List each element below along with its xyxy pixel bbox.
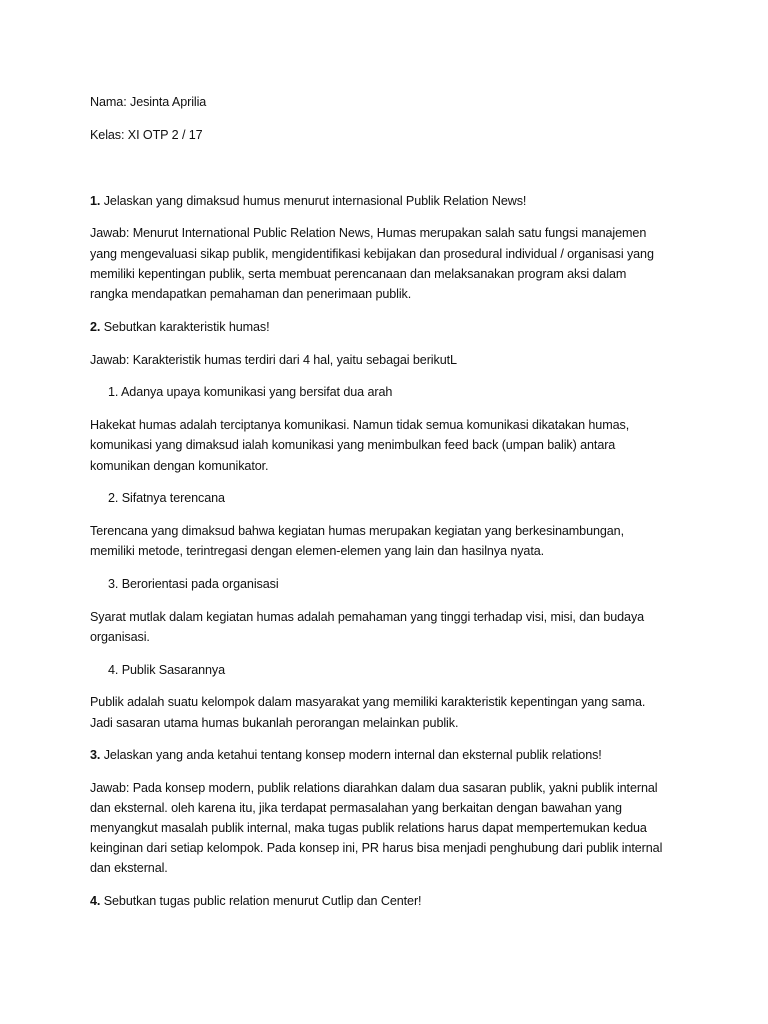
question-1-number: 1.: [90, 194, 101, 208]
question-4: [90, 893, 421, 909]
question-1-text: Jelaskan yang dimaksud humus menurut internasional Publik Relation News!: [103, 194, 527, 208]
answer-1-line: rangka mendapatkan pemahaman dan penerimaan publik.: [90, 287, 412, 301]
question-2-number: 2.: [90, 320, 101, 334]
answer-3-line: dan eksternal.: [90, 861, 168, 875]
list-item-line: Syarat mutlak dalam kegiatan humas adalah pemahaman yang tinggi terhadap visi, misi, dan budaya: [90, 610, 645, 624]
list-item-line: komunikan dengan komunikator.: [90, 459, 269, 473]
question-2-text: Sebutkan karakteristik humas!: [103, 320, 270, 334]
student-class: Kelas: XI OTP 2 / 17: [90, 128, 203, 142]
list-item-line: memiliki metode, terintregasi dengan elemen-elemen yang lain dan hasilnya nyata.: [90, 544, 545, 558]
list-item-line: organisasi.: [90, 630, 150, 644]
question-4-number: 4.: [90, 894, 101, 908]
answer-1-line: Jawab: Menurut International Public Relation News, Humas merupakan salah satu fungsi manajemen: [90, 226, 647, 240]
answer-3-line: menyangkut masalah publik internal, maka tugas publik relations harus dapat mempertemukan kedua: [90, 821, 647, 835]
answer-3-line: keinginan dari setiap kelompok. Pada konsep ini, PR harus bisa menjadi penghubung dari publik internal: [90, 841, 663, 855]
list-item-title: 3. Berorientasi pada organisasi: [108, 577, 279, 591]
answer-3-line: dan eksternal. oleh karena itu, jika terdapat permasalahan yang berkaitan dengan bawahan yang: [90, 801, 622, 815]
list-item-title: 4. Publik Sasarannya: [108, 663, 226, 677]
answer-2-intro: Jawab: Karakteristik humas terdiri dari 4 hal, yaitu sebagai berikutL: [90, 353, 457, 367]
answer-1-line: memiliki kepentingan publik, serta membuat perencanaan dan melaksanakan program aksi dalam: [90, 267, 627, 281]
answer-3-line: Jawab: Pada konsep modern, publik relations diarahkan dalam dua sasaran publik, yakni publik internal: [90, 781, 658, 795]
question-1: [90, 193, 526, 209]
list-item-title: 2. Sifatnya terencana: [108, 491, 225, 505]
student-name: Nama: Jesinta Aprilia: [90, 95, 207, 109]
list-item-line: Publik adalah suatu kelompok dalam masyarakat yang memiliki karakteristik kepentingan yang sama.: [90, 695, 646, 709]
question-3-text: Jelaskan yang anda ketahui tentang konsep modern internal dan eksternal publik relations!: [103, 748, 602, 762]
question-4-text: Sebutkan tugas public relation menurut Cutlip dan Center!: [103, 894, 422, 908]
question-2: [90, 319, 270, 335]
question-3-number: 3.: [90, 748, 101, 762]
answer-1-line: yang mengevaluasi sikap publik, mengidentifikasi kebijakan dan prosedural individual / organisasi yang: [90, 247, 654, 261]
list-item-line: komunikasi yang dimaksud ialah komunikasi yang menimbulkan feed back (umpan balik) antara: [90, 438, 616, 452]
list-item-title: 1. Adanya upaya komunikasi yang bersifat dua arah: [108, 385, 393, 399]
question-3: [90, 747, 602, 763]
list-item-line: Jadi sasaran utama humas bukanlah perorangan melainkan publik.: [90, 716, 459, 730]
list-item-line: Hakekat humas adalah terciptanya komunikasi. Namun tidak semua komunikasi dikatakan humas,: [90, 418, 630, 432]
list-item-line: Terencana yang dimaksud bahwa kegiatan humas merupakan kegiatan yang berkesinambungan,: [90, 524, 624, 538]
